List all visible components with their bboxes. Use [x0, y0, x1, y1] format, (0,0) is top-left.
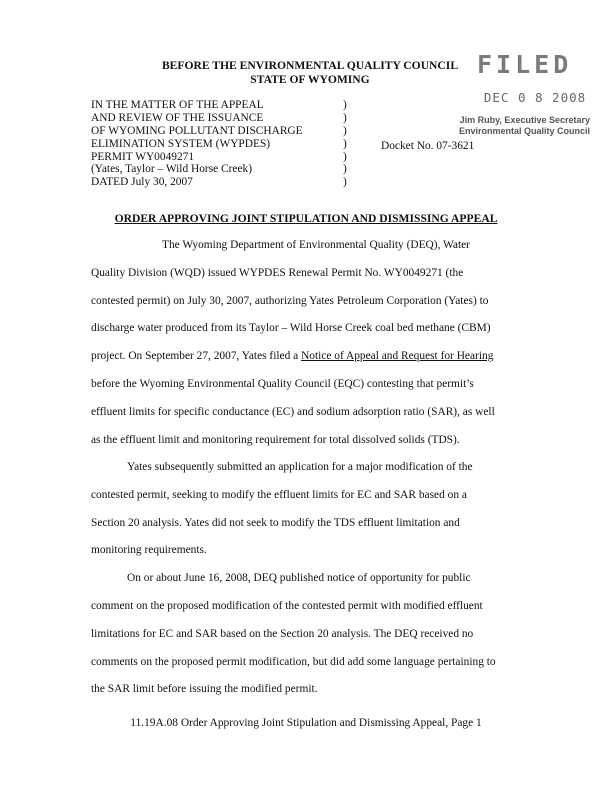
body-line: comments on the proposed permit modification, but did add some language pertaining to: [91, 656, 496, 668]
caption-paren: ): [343, 124, 347, 137]
caption-line: DATED July 30, 2007: [91, 176, 193, 189]
caption-line: PERMIT WY0049271: [91, 150, 195, 163]
body-line: Yates subsequently submitted an application for a major modification of the: [127, 461, 473, 473]
body-line: limitations for EC and SAR based on the Section 20 analysis. The DEQ received no: [91, 628, 474, 640]
heading-line-state: STATE OF WYOMING: [250, 73, 370, 86]
order-title: ORDER APPROVING JOINT STIPULATION AND DISMISSING APPEAL: [114, 212, 498, 225]
filed-stamp-org: Environmental Quality Council: [458, 126, 590, 136]
body-line: effluent limits for specific conductance (EC) and sodium adsorption ratio (SAR), as well: [91, 406, 495, 418]
body-line: [91, 350, 493, 362]
caption-paren: ): [343, 150, 347, 163]
court-heading: [90, 59, 530, 87]
caption-paren: ): [343, 176, 347, 189]
body-line: On or about June 16, 2008, DEQ published notice of opportunity for public: [127, 572, 471, 584]
caption-paren: ): [343, 137, 347, 150]
caption-paren: ): [343, 163, 347, 176]
filed-stamp-date: DEC 0 8 2008: [483, 90, 587, 105]
body-line: The Wyoming Department of Environmental Quality (DEQ), Water: [162, 239, 470, 251]
body-line: contested permit) on July 30, 2007, authorizing Yates Petroleum Corporation (Yates) to: [91, 295, 489, 307]
body-line: monitoring requirements.: [91, 544, 207, 556]
body-line: Section 20 analysis. Yates did not seek to modify the TDS effluent limitation and: [91, 517, 460, 529]
caption-line: (Yates, Taylor – Wild Horse Creek): [91, 163, 253, 176]
docket-number: Docket No. 07-3621: [381, 140, 475, 152]
body-line: comment on the proposed modification of the contested permit with modified effluent: [91, 600, 483, 612]
body-line: contested permit, seeking to modify the effluent limits for EC and SAR based on a: [91, 489, 467, 501]
body-line-text: project. On September 27, 2007, Yates filed a: [91, 350, 299, 362]
body-line: discharge water produced from its Taylor – Wild Horse Creek coal bed methane (CBM): [91, 322, 491, 334]
body-line: the SAR limit before issuing the modified permit.: [91, 683, 318, 695]
page-footer: 11.19A.08 Order Approving Joint Stipulation and Dismissing Appeal, Page 1: [130, 717, 482, 729]
caption-line: OF WYOMING POLLUTANT DISCHARGE: [91, 124, 303, 137]
body-line: Quality Division (WQD) issued WYPDES Renewal Permit No. WY0049271 (the: [91, 267, 464, 279]
notice-of-appeal-reference: Notice of Appeal and Request for Hearing: [301, 350, 494, 362]
caption-paren: ): [343, 111, 347, 124]
caption-paren: ): [343, 99, 347, 111]
caption-line: IN THE MATTER OF THE APPEAL: [91, 99, 264, 111]
heading-line-council: BEFORE THE ENVIRONMENTAL QUALITY COUNCIL: [161, 59, 459, 72]
caption-line: AND REVIEW OF THE ISSUANCE: [91, 111, 264, 124]
filed-stamp: FILED: [477, 50, 573, 79]
body-line: as the effluent limit and monitoring requirement for total dissolved solids (TDS).: [91, 434, 460, 446]
filed-stamp-name: Jim Ruby, Executive Secretary: [459, 115, 590, 125]
caption-line: ELIMINATION SYSTEM (WYPDES): [91, 137, 271, 150]
body-line: before the Wyoming Environmental Quality Council (EQC) contesting that permit’s: [91, 378, 474, 390]
